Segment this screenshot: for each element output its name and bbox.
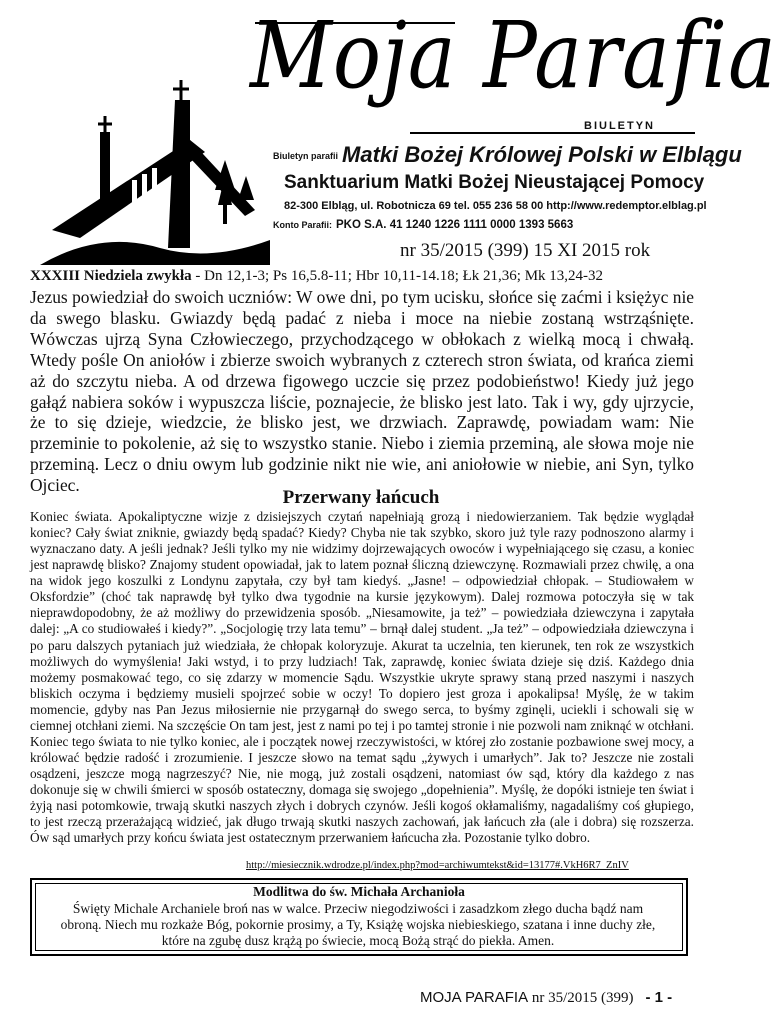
prayer-box	[30, 878, 688, 956]
masthead-title: Moja Parafia	[250, 1, 777, 109]
sunday-name: XXXIII Niedziela zwykła	[30, 268, 192, 284]
prayer-title: Modlitwa do św. Michała Archanioła	[253, 884, 465, 899]
sanctuary-name: Sanktuarium Matki Bożej Nieustającej Pomocy	[284, 172, 705, 193]
bank-label: Konto Parafii:	[273, 220, 333, 230]
source-link[interactable]: http://miesiecznik.wdrodze.pl/index.php?mod=archiwumtekst&id=13177#.VkH6R7_ZnIV	[246, 860, 629, 871]
masthead	[0, 0, 777, 265]
parish-line	[273, 142, 742, 168]
footer-issue: nr 35/2015 (399)	[528, 990, 634, 1006]
biuletyn-rule	[410, 132, 695, 134]
bank-account-line	[273, 219, 573, 231]
parish-address: 82-300 Elbląg, ul. Robotnicza 69 tel. 055 236 58 00 http://www.redemptor.elblag.pl	[284, 200, 707, 212]
parish-name: Matki Bożej Królowej Polski w Elblągu	[342, 142, 742, 167]
footer-name: MOJA PARAFIA	[420, 989, 529, 1006]
church-icon	[40, 80, 270, 265]
page-number: - 1 -	[645, 989, 673, 1006]
parish-prefix: Biuletyn parafii	[273, 151, 339, 162]
page-footer	[420, 989, 672, 1007]
article-body: Koniec świata. Apokaliptyczne wizje z dzisiejszych czytań napełniają grozą i niedowierzaniem. Tak będzie wyglądał koniec? Cały świat zniknie, gwiazdy będą spadać? Kiedy? Chyba nie tak szybko, skoro już tyle razy podnoszono alarmy i wyznaczano daty. A jeśli jednak? Jeśli tylko my nie widzimy dojrzewających owoców i wypełniającego się czasu, a koniec jest naprawdę blisko? Znajomy student opowiadał, jak to latem poznał śliczną dziewczynę. Rozmawiali przez chwilę, a ona na widok jego koszulki z Londynu zapytała, czy był tam kiedyś. „Jasne! – odpowiedział chłopak. – Studiowałem w Oksfordzie” (choć tak naprawdę był tylko dwa tygodnie na kursie językowym). Dalej rozmowa potoczyła się w tak nieprawdopodobny, że aż możliwy do przewidzenia sposób. „Niesamowite, ja też” – powiedziała dziewczyna i zapytała dalej: „A co studiowałeś i kiedy?”. „Socjologię trzy lata temu” – brnął dalej student. „Ja też” – odpowiedziała dziewczyna i po paru dalszych pytaniach już wiedziała, że chłopak koloryzuje. Akurat ta uczelnia, ten kierunek, ten rok ze wszystkich możliwych do wymyślenia! Jaki wstyd, i to przy ludziach! Tak, zaprawdę, koniec świata dzieje się dziś. Każdego dnia możemy posmakować tego, co się zdarzy w momencie Sądu. Wszystkie ukryte sprawy staną przed naszymi i naszych bliskich oczyma i będziemy musieli spojrzeć sobie w oczy! To dopiero jest groza i apokalipsa! Myślę, że w takim momencie, gdyby nas Pan Jezus miłosiernie nie przygarnął do swego serca, to byśmy zginęli, uciekli i schowali się w ciemnej otchłani ziemi. Na szczęście On tam jest, jest z nami po tej i po tamtej stronie i nie pozwoli nam zniknąć w otchłani. Koniec tego świata to nie tylko koniec, ale i początek nowej rzeczywistości, w której zło zostanie pozbawione swej mocy, a królować będzie radość i zrozumienie. I jeszcze słowo na temat sądu „żywych i umarłych”. Jak to? Jeszcze nie zostali osądzeni, jeszcze mogą nagrzeszyć? Nie, nie mogą, już zostali osądzeni, natomiast ów sąd, który dla każdego z nas dokonuje się w chwili śmierci w sposób ostateczny, domaga się swojego „dopełnienia”. Myślę, że dopóki istnieje ten świat i żyją nasi potomkowie, trwają skutki naszych złych i dobrych czynów. Jeśli kogoś okłamaliśmy, nagadaliśmy coś głupiego, to jest rzeczą przerażającą widzieć, jak długo trwają skutki naszych zachowań, jak łańcuch zła (ale i dobra) się rozszerza. Ów sąd umarłych przy końcu świata jest ostatecznym przerwaniem łańcucha zła. Pozostanie tylko dobro.	[30, 509, 694, 846]
prayer-text: Święty Michale Archaniele broń nas w walce. Przeciw niegodziwości i zasadzkom złego ducha bądź nam obroną. Niech mu rozkaże Bóg, pokornie prosimy, a Ty, Książę wojska niebieskiego, szatana i inne duchy złe, które na zgubę dusz krążą po świecie, mocą Bożą strąć do piekła. Amen.	[60, 901, 656, 948]
gospel-text: Jezus powiedział do swoich uczniów: W owe dni, po tym ucisku, słońce się zaćmi i księżyc nie da swego blasku. Gwiazdy będą padać z nieba i moce na niebie zostaną wstrząśnięte. Wówczas ujrzą Syna Człowieczego, przychodzącego w obłokach z wielką mocą i chwałą. Wtedy pośle On aniołów i zbierze swoich wybranych z czterech stron świata, od krańca ziemi aż do szczytu nieba. A od drzewa figowego uczcie się przez podobieństwo! Kiedy już jego gałąź nabiera soków i wypuszcza liście, poznajecie, że blisko jest lato. Tak i wy, gdy ujrzycie, że to się dzieje, wiedzcie, że blisko jest, we drzwiach. Zaprawdę, powiadam wam: Nie przeminie to pokolenie, aż się to wszystko stanie. Niebo i ziemia przeminą, ale słowa moje nie przeminą. Lecz o dniu owym lub godzinie nikt nie wie, ani aniołowie w niebie, ani Syn, tylko Ojciec.	[30, 287, 694, 496]
readings-line	[30, 268, 700, 285]
bank-account: PKO S.A. 41 1240 1226 1111 0000 1393 5663	[336, 219, 574, 231]
article-title: Przerwany łańcuch	[282, 487, 440, 508]
reading-refs: - Dn 12,1-3; Ps 16,5.8-11; Hbr 10,11-14.18; Łk 21,36; Mk 13,24-32	[191, 268, 604, 284]
issue-line: nr 35/2015 (399) 15 XI 2015 rok	[400, 240, 651, 261]
biuletyn-label: BIULETYN	[584, 120, 655, 132]
